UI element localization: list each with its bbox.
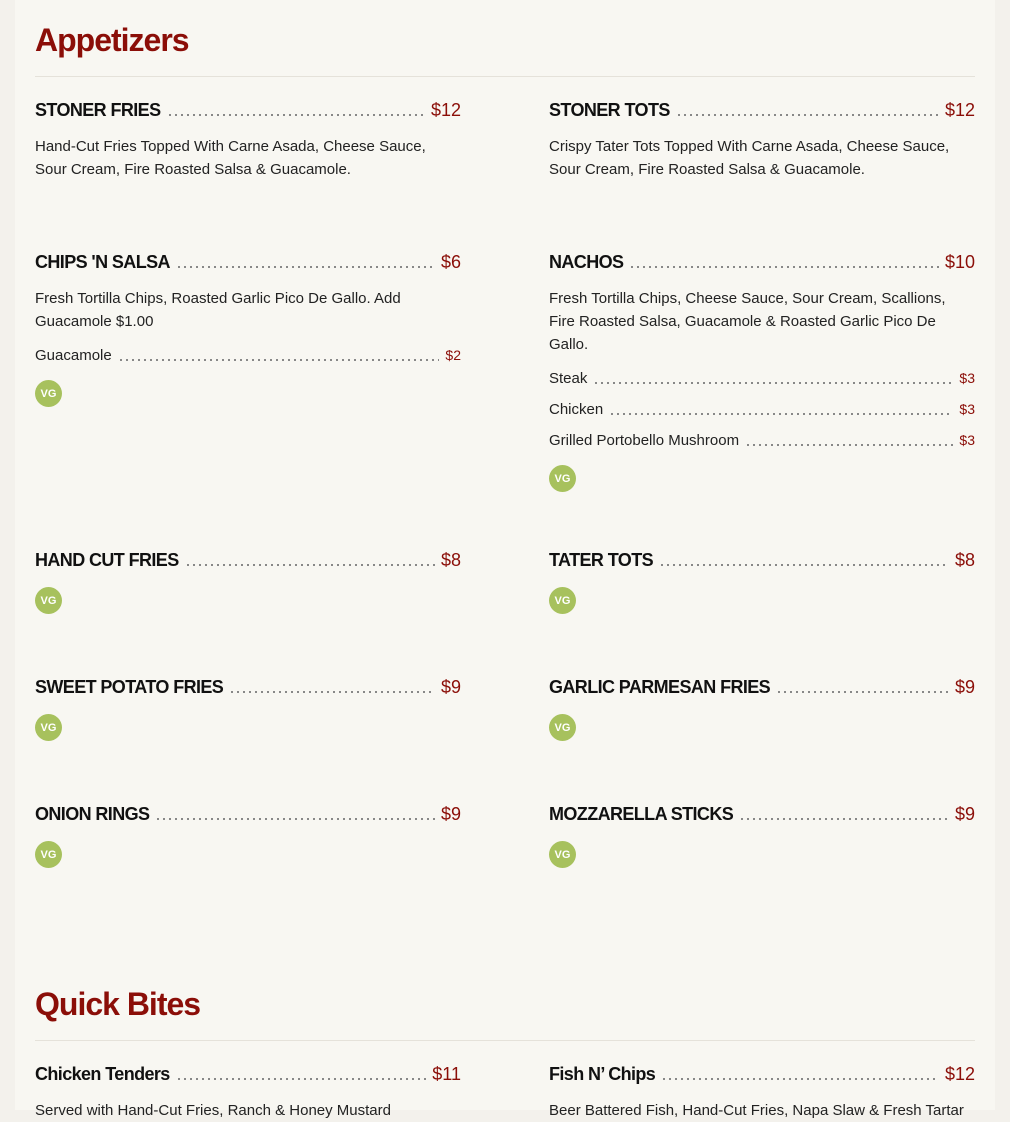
item-price: $9 (440, 804, 461, 824)
vegetarian-badge-icon: VG (549, 841, 576, 868)
vegetarian-badge-icon: VG (549, 587, 576, 614)
dot-leader (659, 564, 949, 566)
section-title-quick-bites: Quick Bites (35, 986, 201, 1022)
dot-leader (776, 691, 949, 693)
addon-grilled-portobello-mushroom (549, 432, 975, 449)
dot-leader (167, 114, 425, 116)
menu-item-mozzarella-sticks (549, 804, 975, 868)
item-price: $6 (440, 252, 461, 272)
addon-name: Grilled Portobello Mushroom (549, 432, 740, 449)
menu-item-chicken-tenders (35, 1064, 461, 1122)
item-price: $9 (440, 677, 461, 697)
menu-item-nachos (549, 252, 975, 492)
item-description: Fresh Tortilla Chips, Cheese Sauce, Sour Cream, Scallions, Fire Roasted Salsa, Guacamole & Roasted Garlic Pico De Gallo. (549, 290, 946, 353)
addon-chicken (549, 401, 975, 418)
dot-leader (629, 266, 939, 268)
menu-item-fish-n-chips (549, 1064, 975, 1122)
vegetarian-badge-icon: VG (549, 714, 576, 741)
item-description: Fresh Tortilla Chips, Roasted Garlic Pico De Gallo. Add Guacamole $1.00 (35, 290, 401, 330)
dot-leader (176, 266, 435, 268)
item-name: SWEET POTATO FRIES (35, 677, 224, 697)
item-price: $8 (954, 550, 975, 570)
dot-leader (661, 1078, 939, 1080)
menu-item-garlic-parmesan-fries (549, 677, 975, 741)
menu-item-stoner-tots (549, 100, 975, 181)
dot-leader (118, 359, 440, 361)
item-name: Fish N’ Chips (549, 1064, 656, 1084)
item-description: Hand-Cut Fries Topped With Carne Asada, Cheese Sauce, Sour Cream, Fire Roasted Salsa & Guacamole. (35, 138, 426, 178)
vegetarian-badge-icon: VG (35, 714, 62, 741)
menu-sheet (15, 0, 995, 1119)
addon-guacamole (35, 347, 461, 364)
item-description: Beer Battered Fish, Hand-Cut Fries, Napa Slaw & Fresh Tartar (549, 1102, 964, 1119)
item-name: STONER FRIES (35, 100, 161, 120)
addon-price: $3 (959, 401, 975, 417)
dot-leader (609, 413, 953, 415)
addon-name: Chicken (549, 401, 604, 418)
vegetarian-badge-icon: VG (35, 841, 62, 868)
menu-item-onion-rings (35, 804, 461, 868)
item-name: HAND CUT FRIES (35, 550, 179, 570)
menu-item-tater-tots (549, 550, 975, 614)
vegetarian-badge-icon: VG (549, 465, 576, 492)
addon-steak (549, 370, 975, 387)
dot-leader (185, 564, 435, 566)
item-description: Crispy Tater Tots Topped With Carne Asada, Cheese Sauce, Sour Cream, Fire Roasted Salsa & Guacamole. (549, 138, 950, 178)
item-name: STONER TOTS (549, 100, 670, 120)
item-price: $12 (430, 100, 461, 120)
dot-leader (676, 114, 939, 116)
item-name: NACHOS (549, 252, 624, 272)
item-name: GARLIC PARMESAN FRIES (549, 677, 771, 697)
item-name: ONION RINGS (35, 804, 150, 824)
item-name: CHIPS 'N SALSA (35, 252, 170, 272)
menu-item-sweet-potato-fries (35, 677, 461, 741)
dot-leader (176, 1078, 427, 1080)
item-price: $11 (432, 1064, 461, 1084)
menu-item-stoner-fries (35, 100, 461, 181)
menu-item-hand-cut-fries (35, 550, 461, 614)
dot-leader (155, 818, 435, 820)
item-price: $10 (944, 252, 975, 272)
dot-leader (593, 382, 953, 384)
item-price: $9 (954, 804, 975, 824)
addon-price: $3 (959, 432, 975, 448)
addon-name: Steak (549, 370, 588, 387)
section-divider (35, 76, 975, 77)
section-divider (35, 1040, 975, 1041)
vegetarian-badge-icon: VG (35, 380, 62, 407)
vegetarian-badge-icon: VG (35, 587, 62, 614)
dot-leader (745, 444, 953, 446)
item-name: MOZZARELLA STICKS (549, 804, 734, 824)
item-price: $9 (954, 677, 975, 697)
item-name: TATER TOTS (549, 550, 653, 570)
item-name: Chicken Tenders (35, 1064, 170, 1084)
item-price: $12 (944, 1064, 975, 1084)
item-price: $12 (944, 100, 975, 120)
addon-name: Guacamole (35, 347, 112, 364)
addon-price: $2 (445, 347, 461, 363)
section-title-appetizers: Appetizers (35, 22, 189, 58)
dot-leader (739, 818, 949, 820)
item-description: Served with Hand-Cut Fries, Ranch & Honey Mustard (35, 1102, 391, 1119)
addon-price: $3 (959, 370, 975, 386)
dot-leader (229, 691, 435, 693)
menu-item-chips-n-salsa (35, 252, 461, 407)
item-price: $8 (440, 550, 461, 570)
